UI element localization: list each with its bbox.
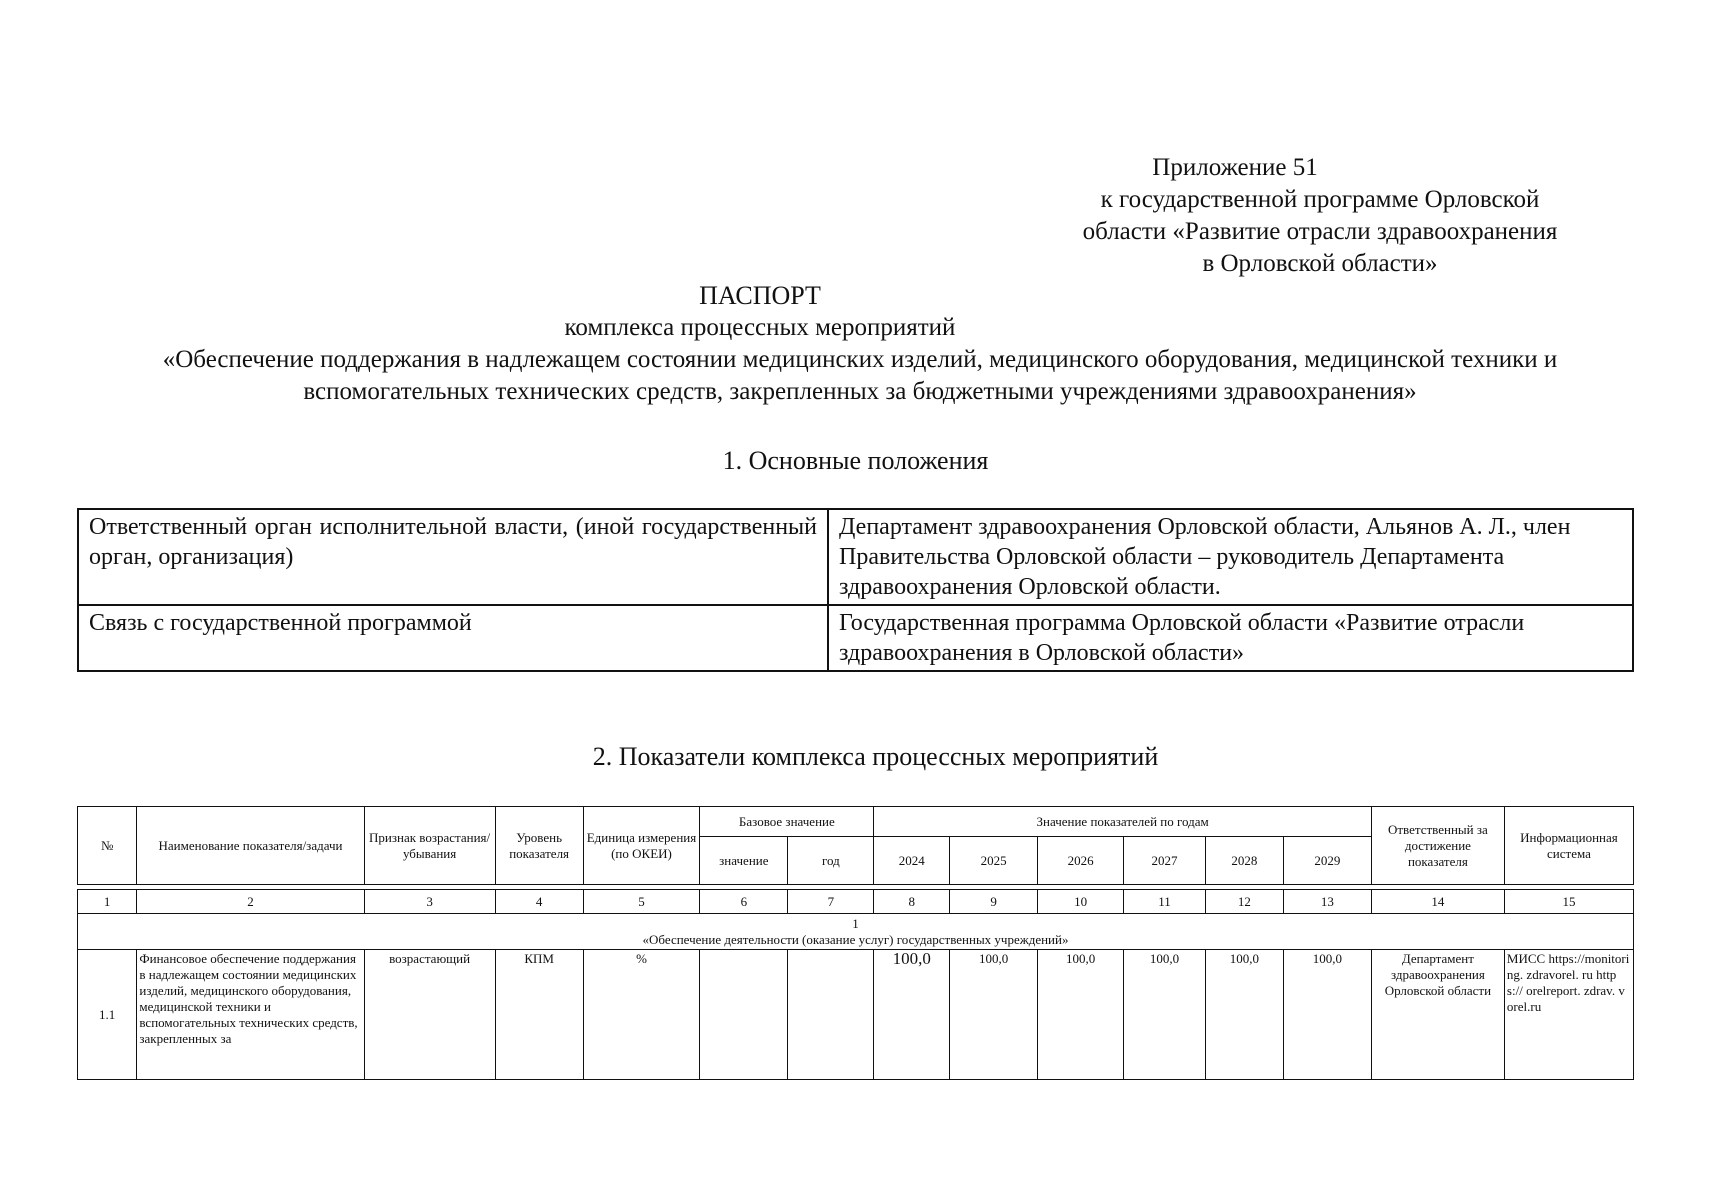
row-sign: возрастающий	[364, 950, 495, 1080]
col-number: 10	[1038, 890, 1124, 914]
col-number: 7	[788, 890, 874, 914]
responsible-label: Ответственный орган исполнительной власти, (иной государственный орган, организация)	[78, 509, 828, 605]
row-responsible: Департамент здравоохранения Орловской области	[1371, 950, 1504, 1080]
col-number: 8	[874, 890, 950, 914]
table-row	[78, 950, 1634, 1080]
section-2-heading: 2. Показатели комплекса процессных мероприятий	[592, 742, 1159, 771]
header-infosys: Информационная система	[1504, 807, 1633, 885]
appendix-line: к государственной программе Орловской	[1100, 186, 1540, 213]
row-value-2024: 100,0	[874, 950, 950, 1080]
header-unit: Единица измерения (по ОКЕИ)	[583, 807, 700, 885]
col-number: 1	[78, 890, 137, 914]
task-row	[78, 914, 1634, 950]
header-base-year: год	[788, 837, 874, 885]
responsible-value: Департамент здравоохранения Орловской области, Альянов А. Л., член Правительства Орловской области – руководитель Департамента здравоохранения Орловской области.	[828, 509, 1633, 605]
header-responsible: Ответственный за достижение показателя	[1371, 807, 1504, 885]
appendix-note	[1000, 152, 1640, 280]
header-year: 2028	[1205, 837, 1283, 885]
column-number-row	[78, 890, 1634, 914]
col-number: 9	[950, 890, 1038, 914]
task-title: «Обеспечение деятельности (оказание услуг) государственных учреждений»	[642, 931, 1069, 947]
row-num: 1.1	[78, 950, 137, 1080]
header-year: 2026	[1038, 837, 1124, 885]
header-num: №	[78, 807, 137, 885]
appendix-line: в Орловской области»	[1202, 250, 1438, 277]
header-year: 2029	[1283, 837, 1371, 885]
row-name: Финансовое обеспечение поддержания в надлежащем состоянии медицинских изделий, медицинского оборудования, медицинской техники и вспомогательных технических средств, закрепленных за	[137, 950, 364, 1080]
appendix-line: области «Развитие отрасли здравоохранения	[1082, 218, 1558, 245]
col-number: 14	[1371, 890, 1504, 914]
task-number: 1	[852, 915, 859, 931]
col-number: 3	[364, 890, 495, 914]
col-number: 13	[1283, 890, 1371, 914]
col-number: 5	[583, 890, 700, 914]
appendix-line: Приложение 51	[1152, 154, 1318, 181]
header-row	[78, 807, 1634, 837]
section-1-heading: 1. Основные положения	[722, 446, 989, 475]
passport-heading: ПАСПОРТ	[699, 281, 821, 310]
col-number: 11	[1124, 890, 1206, 914]
row-base-year	[788, 950, 874, 1080]
header-by-years: Значение показателей по годам	[874, 807, 1372, 837]
indicators-table	[77, 806, 1634, 1080]
header-sign: Признак возрастания/ убывания	[364, 807, 495, 885]
table-row	[78, 509, 1633, 605]
header-level: Уровень показателя	[495, 807, 583, 885]
row-unit: %	[583, 950, 700, 1080]
col-number: 15	[1504, 890, 1633, 914]
row-value-2029: 100,0	[1283, 950, 1371, 1080]
col-number: 6	[700, 890, 788, 914]
col-number: 2	[137, 890, 364, 914]
header-year: 2024	[874, 837, 950, 885]
basic-provisions-table	[77, 508, 1634, 672]
row-infosys: МИСС https://monitoring. zdravorel. ru https:// orelreport. zdrav. vorel.ru	[1504, 950, 1633, 1080]
passport-subtitle: комплекса процессных мероприятий	[564, 314, 956, 341]
col-number: 12	[1205, 890, 1283, 914]
row-value-2028: 100,0	[1205, 950, 1283, 1080]
row-base-value	[700, 950, 788, 1080]
row-value-2026: 100,0	[1038, 950, 1124, 1080]
col-number: 4	[495, 890, 583, 914]
program-link-value: Государственная программа Орловской области «Развитие отрасли здравоохранения в Орловской области»	[828, 605, 1633, 671]
complex-name: «Обеспечение поддержания в надлежащем состоянии медицинских изделий, медицинского оборудования, медицинской техники и вспомогательных технических средств, закрепленных за бюджетными учреждениями здравоохранения»	[162, 346, 1558, 405]
task-cell	[78, 914, 1634, 950]
header-base-value: значение	[700, 837, 788, 885]
row-value-2027: 100,0	[1124, 950, 1206, 1080]
header-base: Базовое значение	[700, 807, 874, 837]
header-year: 2027	[1124, 837, 1206, 885]
program-link-label: Связь с государственной программой	[78, 605, 828, 671]
row-level: КПМ	[495, 950, 583, 1080]
header-name: Наименование показателя/задачи	[137, 807, 364, 885]
table-row	[78, 605, 1633, 671]
document-title	[80, 280, 1640, 408]
row-value-2025: 100,0	[950, 950, 1038, 1080]
header-year: 2025	[950, 837, 1038, 885]
